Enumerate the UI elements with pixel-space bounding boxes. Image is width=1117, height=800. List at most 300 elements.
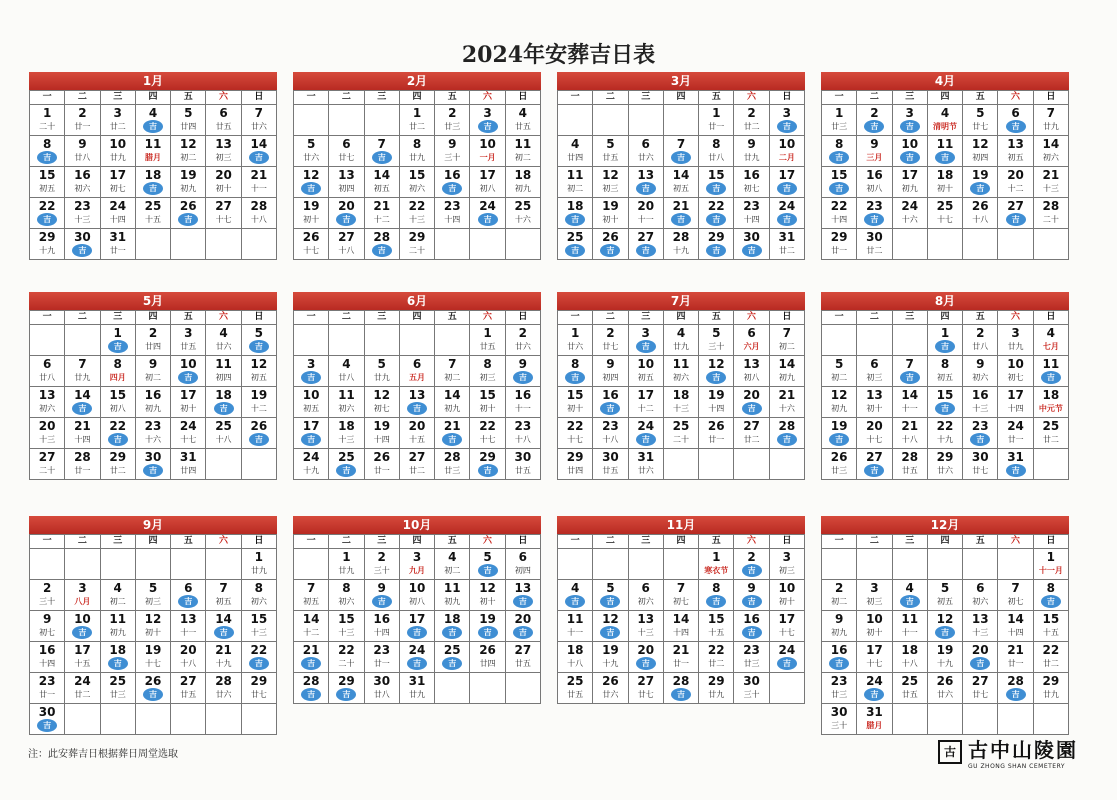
weekday-header: 日 bbox=[1034, 535, 1069, 549]
lunar-date: 廿八 bbox=[338, 373, 355, 382]
day-cell bbox=[435, 136, 470, 167]
lunar-date: 廿六 bbox=[602, 690, 619, 699]
day-cell bbox=[242, 105, 277, 136]
day-number: 15 bbox=[408, 168, 426, 182]
weekday-header: 一 bbox=[30, 91, 65, 105]
day-number: 25 bbox=[514, 199, 532, 213]
logo-mark-icon: 古 bbox=[938, 740, 962, 764]
lucky-badge: 吉 bbox=[1006, 688, 1026, 701]
lunar-date: 初六 bbox=[39, 404, 56, 413]
lunar-date: 十五 bbox=[144, 215, 161, 224]
day-number: 24 bbox=[1007, 419, 1024, 433]
lunar-date: 初六 bbox=[972, 373, 989, 382]
day-cell bbox=[664, 611, 699, 642]
lucky-day-cell bbox=[998, 105, 1033, 136]
day-number: 7 bbox=[448, 357, 457, 371]
day-number: 22 bbox=[38, 199, 56, 213]
lunar-date: 廿一 bbox=[831, 246, 848, 255]
day-cell bbox=[857, 580, 892, 611]
lunar-date: 十三 bbox=[1042, 184, 1059, 193]
lunar-date: 廿一 bbox=[708, 122, 725, 131]
lucky-day-cell bbox=[101, 642, 136, 673]
lucky-day-cell bbox=[928, 136, 963, 167]
day-number: 20 bbox=[408, 419, 426, 433]
day-cell bbox=[1034, 611, 1069, 642]
day-number: 4 bbox=[570, 137, 580, 151]
empty-cell bbox=[136, 704, 171, 735]
weekday-header: 五 bbox=[699, 91, 734, 105]
day-number: 4 bbox=[148, 106, 158, 120]
day-number: 30 bbox=[373, 674, 391, 688]
day-cell bbox=[206, 167, 241, 198]
lucky-badge: 吉 bbox=[72, 626, 92, 639]
day-number: 8 bbox=[570, 357, 580, 371]
day-number: 5 bbox=[377, 357, 386, 371]
day-cell bbox=[329, 356, 364, 387]
day-cell bbox=[400, 549, 435, 580]
day-cell bbox=[470, 418, 505, 449]
day-number: 15 bbox=[707, 168, 725, 182]
day-number: 31 bbox=[1007, 450, 1024, 464]
day-cell bbox=[928, 449, 963, 480]
lucky-badge: 吉 bbox=[143, 688, 163, 701]
empty-cell bbox=[664, 549, 699, 580]
weekday-header: 二 bbox=[329, 311, 364, 325]
lucky-badge: 吉 bbox=[301, 688, 321, 701]
day-cell bbox=[928, 580, 963, 611]
lunar-date: 十七 bbox=[778, 628, 795, 637]
day-cell bbox=[242, 549, 277, 580]
day-number: 21 bbox=[443, 419, 461, 433]
day-cell bbox=[30, 642, 65, 673]
day-cell bbox=[822, 449, 857, 480]
weekday-header: 五 bbox=[171, 311, 206, 325]
lunar-date: 十三 bbox=[39, 435, 56, 444]
lucky-day-cell bbox=[664, 136, 699, 167]
day-cell bbox=[65, 580, 100, 611]
day-number: 7 bbox=[377, 137, 386, 151]
day-number: 4 bbox=[1046, 326, 1056, 340]
day-cell bbox=[400, 418, 435, 449]
lucky-badge: 吉 bbox=[671, 213, 691, 226]
empty-cell bbox=[963, 549, 998, 580]
lunar-date: 廿七 bbox=[972, 690, 989, 699]
empty-cell bbox=[770, 449, 805, 480]
lunar-date: 廿六 bbox=[567, 342, 584, 351]
day-number: 5 bbox=[184, 106, 193, 120]
day-cell bbox=[558, 673, 593, 704]
day-number: 14 bbox=[778, 357, 796, 371]
empty-cell bbox=[30, 549, 65, 580]
empty-cell bbox=[734, 449, 769, 480]
empty-cell bbox=[928, 549, 963, 580]
lunar-date: 初六 bbox=[972, 597, 989, 606]
weekday-header: 三 bbox=[893, 535, 928, 549]
day-number: 21 bbox=[901, 419, 919, 433]
day-number: 2 bbox=[518, 326, 528, 340]
month-grid bbox=[29, 90, 277, 260]
weekday-header: 日 bbox=[1034, 91, 1069, 105]
day-number: 28 bbox=[672, 230, 690, 244]
lunar-date: 廿九 bbox=[109, 153, 126, 162]
lunar-date: 十四 bbox=[1007, 628, 1024, 637]
lucky-badge: 吉 bbox=[671, 151, 691, 164]
lucky-badge: 吉 bbox=[864, 213, 884, 226]
lunar-date: 十一 bbox=[567, 628, 584, 637]
day-number: 21 bbox=[672, 199, 690, 213]
day-cell bbox=[893, 642, 928, 673]
day-cell bbox=[65, 673, 100, 704]
day-number: 12 bbox=[707, 357, 725, 371]
empty-cell bbox=[857, 549, 892, 580]
day-cell bbox=[65, 198, 100, 229]
day-cell bbox=[963, 611, 998, 642]
day-number: 14 bbox=[1042, 137, 1060, 151]
day-number: 26 bbox=[602, 674, 619, 688]
lucky-day-cell bbox=[699, 356, 734, 387]
day-cell bbox=[329, 611, 364, 642]
day-cell bbox=[1034, 387, 1069, 418]
lunar-date: 初五 bbox=[215, 597, 232, 606]
day-cell bbox=[734, 105, 769, 136]
lunar-date: 廿三 bbox=[444, 466, 461, 475]
lunar-date: 三十 bbox=[444, 153, 461, 162]
lunar-date: 廿八 bbox=[39, 373, 56, 382]
day-cell bbox=[822, 229, 857, 260]
footnote: 注：此安葬吉日根据葬日周堂选取 bbox=[28, 749, 178, 760]
day-number: 13 bbox=[971, 612, 989, 626]
lunar-date: 腊月 bbox=[866, 721, 883, 730]
day-number: 12 bbox=[602, 612, 619, 626]
day-cell bbox=[171, 325, 206, 356]
lunar-date: 初十 bbox=[180, 404, 197, 413]
lucky-day-cell bbox=[136, 449, 171, 480]
lunar-date: 初十 bbox=[936, 184, 953, 193]
weekday-header: 六 bbox=[470, 311, 505, 325]
day-number: 3 bbox=[483, 106, 492, 120]
empty-cell bbox=[294, 325, 329, 356]
lunar-date: 初三 bbox=[866, 373, 883, 382]
day-cell bbox=[294, 229, 329, 260]
day-number: 16 bbox=[602, 388, 619, 402]
day-cell bbox=[470, 356, 505, 387]
lucky-day-cell bbox=[470, 198, 505, 229]
day-number: 9 bbox=[747, 137, 756, 151]
day-number: 25 bbox=[901, 674, 919, 688]
day-cell bbox=[928, 198, 963, 229]
lucky-day-cell bbox=[101, 418, 136, 449]
day-number: 6 bbox=[42, 357, 52, 371]
lucky-badge: 吉 bbox=[37, 719, 57, 732]
day-number: 9 bbox=[78, 137, 87, 151]
month-3 bbox=[557, 72, 805, 260]
lunar-date: 初五 bbox=[303, 597, 320, 606]
day-number: 13 bbox=[637, 168, 655, 182]
lunar-date: 十七 bbox=[866, 435, 883, 444]
lunar-date: 初二 bbox=[144, 373, 161, 382]
day-number: 9 bbox=[870, 137, 879, 151]
lucky-badge: 吉 bbox=[442, 433, 462, 446]
day-number: 22 bbox=[830, 199, 848, 213]
lunar-date: 廿一 bbox=[373, 466, 390, 475]
lunar-date: 十九 bbox=[936, 659, 953, 668]
lunar-date: 廿四 bbox=[567, 466, 584, 475]
day-number: 1 bbox=[712, 550, 721, 564]
day-cell bbox=[998, 580, 1033, 611]
weekday-header: 一 bbox=[30, 535, 65, 549]
lucky-day-cell bbox=[770, 167, 805, 198]
day-cell bbox=[435, 549, 470, 580]
day-cell bbox=[30, 418, 65, 449]
month-grid bbox=[557, 310, 805, 480]
empty-cell bbox=[294, 105, 329, 136]
day-number: 9 bbox=[448, 137, 457, 151]
lucky-badge: 吉 bbox=[777, 657, 797, 670]
day-number: 25 bbox=[936, 199, 954, 213]
day-cell bbox=[470, 387, 505, 418]
day-number: 28 bbox=[1042, 199, 1060, 213]
day-number: 29 bbox=[408, 230, 426, 244]
lunar-date: 廿二 bbox=[109, 466, 126, 475]
day-number: 5 bbox=[834, 357, 844, 371]
day-cell bbox=[998, 356, 1033, 387]
lunar-date: 十五 bbox=[1042, 628, 1059, 637]
lucky-day-cell bbox=[65, 387, 100, 418]
lucky-badge: 吉 bbox=[178, 213, 198, 226]
day-cell bbox=[101, 229, 136, 260]
empty-cell bbox=[206, 549, 241, 580]
day-cell bbox=[558, 611, 593, 642]
lunar-date: 三十 bbox=[39, 597, 56, 606]
day-cell bbox=[664, 580, 699, 611]
lucky-badge: 吉 bbox=[478, 120, 498, 133]
day-cell bbox=[329, 418, 364, 449]
lucky-day-cell bbox=[400, 387, 435, 418]
lunar-date: 廿五 bbox=[215, 122, 232, 131]
day-number: 31 bbox=[179, 450, 197, 464]
lucky-day-cell bbox=[435, 418, 470, 449]
day-cell bbox=[400, 198, 435, 229]
day-number: 7 bbox=[905, 357, 914, 371]
weekday-header: 二 bbox=[65, 535, 100, 549]
day-cell bbox=[699, 136, 734, 167]
empty-cell bbox=[822, 325, 857, 356]
day-cell bbox=[1034, 167, 1069, 198]
lucky-day-cell bbox=[206, 611, 241, 642]
lucky-badge: 吉 bbox=[37, 151, 57, 164]
lucky-day-cell bbox=[136, 167, 171, 198]
day-number: 12 bbox=[144, 612, 162, 626]
day-number: 1 bbox=[42, 106, 52, 120]
day-number: 25 bbox=[566, 230, 584, 244]
day-number: 1 bbox=[342, 550, 351, 564]
lunar-date: 廿九 bbox=[1007, 342, 1024, 351]
weekday-header: 三 bbox=[101, 535, 136, 549]
day-number: 3 bbox=[905, 106, 914, 120]
day-cell bbox=[101, 356, 136, 387]
lunar-date: 十七 bbox=[567, 435, 584, 444]
day-number: 29 bbox=[38, 230, 56, 244]
lunar-date: 初九 bbox=[831, 404, 848, 413]
lunar-date: 六月 bbox=[743, 342, 760, 351]
day-cell bbox=[822, 105, 857, 136]
month-12 bbox=[821, 516, 1069, 735]
day-number: 24 bbox=[109, 199, 127, 213]
day-number: 24 bbox=[637, 419, 655, 433]
lunar-date: 初七 bbox=[109, 184, 126, 193]
day-number: 30 bbox=[743, 674, 760, 688]
lucky-day-cell bbox=[699, 167, 734, 198]
weekday-header: 四 bbox=[928, 91, 963, 105]
day-cell bbox=[206, 642, 241, 673]
day-number: 24 bbox=[901, 199, 919, 213]
day-cell bbox=[593, 198, 628, 229]
lunar-date: 初二 bbox=[831, 373, 848, 382]
day-number: 12 bbox=[179, 137, 197, 151]
lunar-date: 初五 bbox=[373, 184, 390, 193]
day-number: 10 bbox=[302, 388, 320, 402]
day-number: 30 bbox=[74, 230, 91, 244]
empty-cell bbox=[893, 549, 928, 580]
lunar-date: 廿八 bbox=[373, 690, 390, 699]
weekday-header: 日 bbox=[242, 535, 277, 549]
empty-cell bbox=[1034, 449, 1069, 480]
lunar-date: 廿九 bbox=[672, 342, 689, 351]
lunar-date: 廿四 bbox=[180, 466, 197, 475]
day-number: 16 bbox=[743, 612, 760, 626]
weekday-header: 日 bbox=[770, 311, 805, 325]
day-number: 31 bbox=[408, 674, 426, 688]
day-number: 15 bbox=[830, 168, 848, 182]
day-number: 14 bbox=[672, 168, 690, 182]
day-number: 18 bbox=[443, 612, 461, 626]
day-number: 5 bbox=[712, 326, 721, 340]
day-cell bbox=[998, 167, 1033, 198]
day-cell bbox=[506, 449, 541, 480]
lucky-day-cell bbox=[242, 642, 277, 673]
lucky-badge: 吉 bbox=[214, 626, 234, 639]
month-5 bbox=[29, 292, 277, 480]
day-cell bbox=[734, 198, 769, 229]
lunar-date: 三十 bbox=[743, 690, 760, 699]
empty-cell bbox=[206, 704, 241, 735]
day-number: 21 bbox=[373, 199, 391, 213]
day-number: 23 bbox=[443, 199, 461, 213]
lunar-date: 廿八 bbox=[74, 153, 91, 162]
day-cell bbox=[506, 325, 541, 356]
day-number: 2 bbox=[448, 106, 457, 120]
day-cell bbox=[30, 611, 65, 642]
month-title: 5月 bbox=[29, 292, 277, 310]
day-cell bbox=[734, 642, 769, 673]
day-cell bbox=[242, 580, 277, 611]
day-cell bbox=[506, 387, 541, 418]
lucky-day-cell bbox=[629, 418, 664, 449]
day-number: 29 bbox=[109, 450, 127, 464]
weekday-header: 日 bbox=[506, 311, 541, 325]
day-number: 22 bbox=[479, 419, 496, 433]
day-number: 17 bbox=[778, 612, 796, 626]
lunar-date: 廿九 bbox=[408, 153, 425, 162]
day-cell bbox=[629, 580, 664, 611]
day-number: 10 bbox=[1007, 357, 1024, 371]
empty-cell bbox=[365, 325, 400, 356]
day-number: 26 bbox=[179, 199, 197, 213]
day-number: 19 bbox=[479, 612, 496, 626]
day-number: 15 bbox=[338, 612, 355, 626]
day-cell bbox=[664, 229, 699, 260]
day-cell bbox=[30, 229, 65, 260]
day-cell bbox=[242, 611, 277, 642]
day-number: 16 bbox=[443, 168, 461, 182]
day-cell bbox=[101, 198, 136, 229]
day-cell bbox=[171, 449, 206, 480]
weekday-header: 二 bbox=[329, 91, 364, 105]
day-number: 13 bbox=[637, 612, 655, 626]
day-number: 27 bbox=[866, 450, 883, 464]
day-number: 14 bbox=[373, 168, 391, 182]
lunar-date: 十三 bbox=[74, 215, 91, 224]
day-number: 13 bbox=[215, 137, 232, 151]
month-title: 10月 bbox=[293, 516, 541, 534]
lunar-date: 十一 bbox=[637, 215, 654, 224]
lunar-date: 初四 bbox=[602, 373, 619, 382]
day-number: 6 bbox=[976, 581, 985, 595]
day-number: 19 bbox=[971, 168, 989, 182]
lucky-badge: 吉 bbox=[108, 433, 128, 446]
day-number: 27 bbox=[743, 419, 760, 433]
lucky-day-cell bbox=[593, 387, 628, 418]
lunar-date: 十八 bbox=[901, 435, 918, 444]
lunar-date: 初七 bbox=[743, 184, 760, 193]
day-cell bbox=[893, 449, 928, 480]
lunar-date: 十九 bbox=[39, 246, 56, 255]
day-number: 25 bbox=[672, 419, 690, 433]
lunar-date: 廿七 bbox=[637, 690, 654, 699]
weekday-header: 六 bbox=[470, 91, 505, 105]
day-cell bbox=[435, 198, 470, 229]
day-cell bbox=[893, 418, 928, 449]
day-number: 16 bbox=[830, 643, 848, 657]
lucky-badge: 吉 bbox=[829, 151, 849, 164]
weekday-header: 二 bbox=[857, 311, 892, 325]
lunar-date: 十四 bbox=[743, 215, 760, 224]
lucky-day-cell bbox=[822, 418, 857, 449]
lunar-date: 腊月 bbox=[144, 153, 161, 162]
lunar-date: 二十 bbox=[1042, 215, 1059, 224]
day-cell bbox=[857, 704, 892, 735]
lucky-badge: 吉 bbox=[249, 433, 269, 446]
lunar-date: 十四 bbox=[672, 628, 689, 637]
day-cell bbox=[400, 356, 435, 387]
lunar-date: 初九 bbox=[778, 373, 795, 382]
day-number: 8 bbox=[834, 137, 844, 151]
day-number: 21 bbox=[1007, 643, 1024, 657]
day-number: 27 bbox=[338, 230, 355, 244]
day-cell bbox=[101, 611, 136, 642]
day-number: 30 bbox=[830, 705, 848, 719]
lunar-date: 廿七 bbox=[972, 466, 989, 475]
weekday-header: 六 bbox=[470, 535, 505, 549]
day-cell bbox=[136, 356, 171, 387]
day-cell bbox=[699, 325, 734, 356]
empty-cell bbox=[435, 673, 470, 704]
day-number: 8 bbox=[940, 357, 950, 371]
lucky-day-cell bbox=[294, 356, 329, 387]
lunar-date: 初三 bbox=[778, 566, 795, 575]
day-number: 29 bbox=[1042, 674, 1060, 688]
day-number: 5 bbox=[483, 550, 492, 564]
